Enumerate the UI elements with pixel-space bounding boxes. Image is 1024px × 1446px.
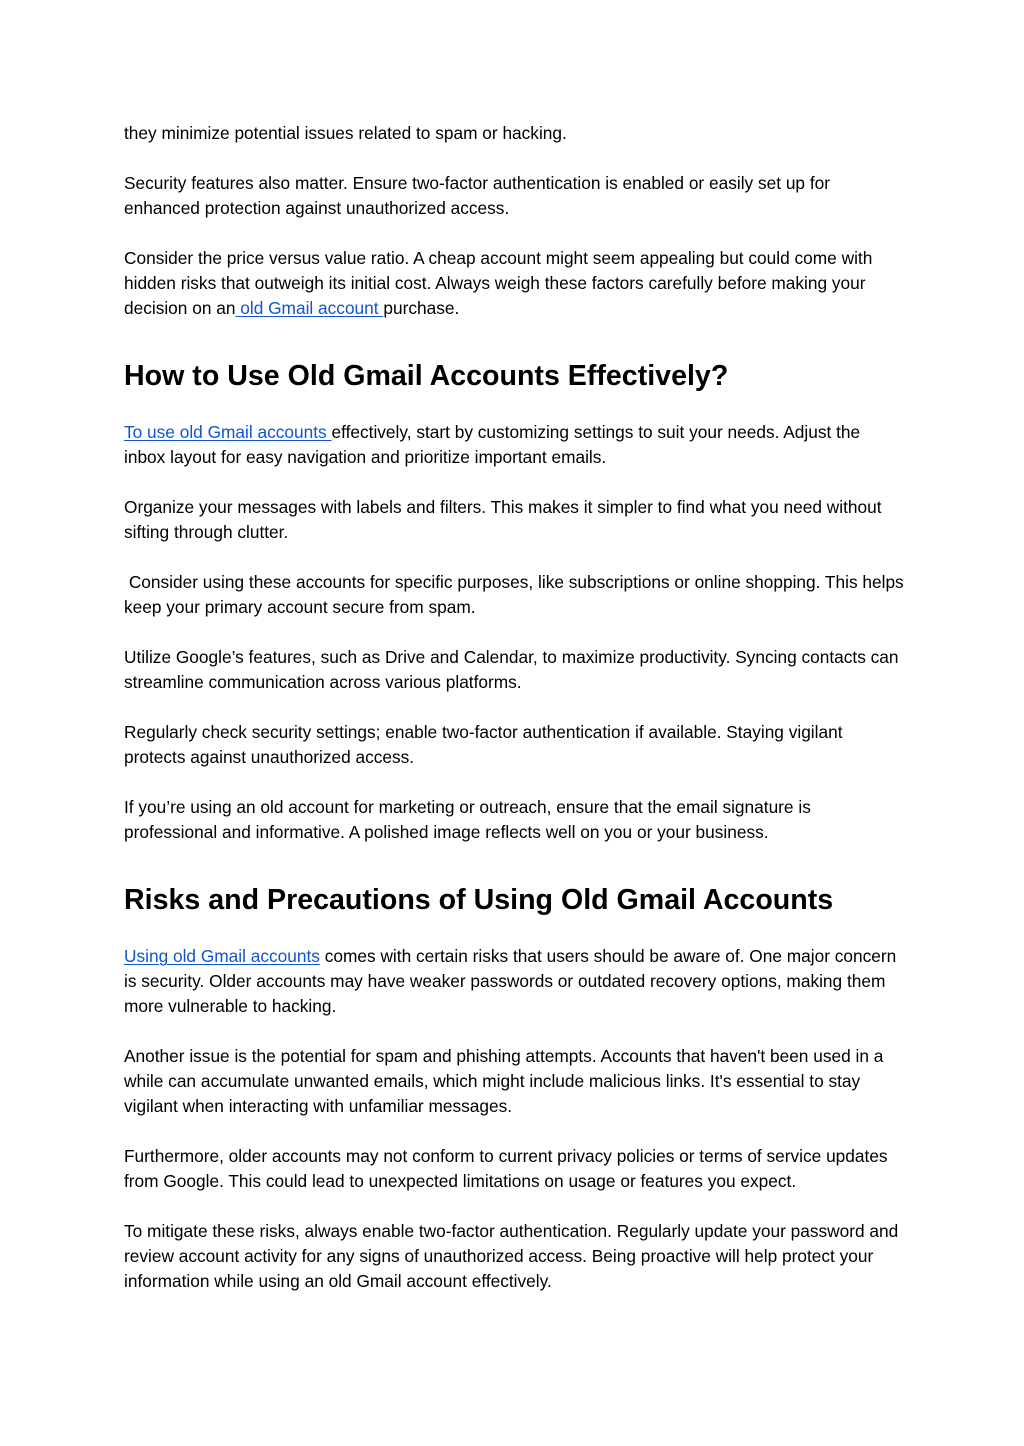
section-heading-risks-precautions: Risks and Precautions of Using Old Gmail Accounts — [124, 884, 834, 916]
paragraph-google-features: Utilize Google’s features, such as Drive and Calendar, to maximize productivity. Syncing contacts can streamline communication across various platforms. — [124, 647, 899, 692]
paragraph-spam-phishing: Another issue is the potential for spam and phishing attempts. Accounts that haven't been used in a while can accumulate unwanted emails, which might include malicious links. It's essential to stay vigilant when interacting with unfamiliar messages. — [124, 1046, 884, 1116]
paragraph-text: comes with certain risks that users should be aware of. One major concern is security. Older accounts may have weaker passwords or outdated recovery options, making them more vulnerable to hacking. — [124, 946, 902, 1016]
paragraph-privacy-policies: Furthermore, older accounts may not conform to current privacy policies or terms of service updates from Google. This could lead to unexpected limitations on usage or features you expect. — [124, 1146, 888, 1191]
paragraph-marketing-outreach: If you’re using an old account for marketing or outreach, ensure that the email signature is professional and informative. A polished image reflects well on you or your business. — [124, 797, 811, 842]
paragraph-customizing-settings — [124, 420, 904, 470]
old-gmail-account-link[interactable]: old Gmail account — [235, 298, 384, 318]
paragraph-spam-hacking: they minimize potential issues related to spam or hacking. — [124, 123, 567, 143]
document-page — [124, 121, 909, 1319]
section-heading-how-to-use: How to Use Old Gmail Accounts Effectively? — [124, 360, 729, 392]
paragraph-labels-filters: Organize your messages with labels and filters. This makes it simpler to find what you need without sifting through clutter. — [124, 497, 882, 542]
paragraph-security-features: Security features also matter. Ensure two-factor authentication is enabled or easily set up for enhanced protection against unauthorized access. — [124, 173, 831, 218]
paragraph-text: Consider the price versus value ratio. A cheap account might seem appealing but could come with hidden risks that outweigh its initial cost. Always weigh these factors carefully before making your decision on an — [124, 248, 878, 318]
paragraph-specific-purposes: Consider using these accounts for specific purposes, like subscriptions or online shopping. This helps keep your primary account secure from spam. — [124, 572, 909, 617]
paragraph-mitigate-risks: To mitigate these risks, always enable two-factor authentication. Regularly update your password and review account activity for any signs of unauthorized access. Being proactive will help protect your information while using an old Gmail account effectively. — [124, 1221, 899, 1291]
use-old-gmail-accounts-link[interactable]: To use old Gmail accounts — [124, 422, 332, 442]
paragraph-text: effectively, start by customizing settings to suit your needs. Adjust the inbox layout for easy navigation and prioritize important emails. — [124, 422, 865, 467]
paragraph-security-settings: Regularly check security settings; enable two-factor authentication if available. Staying vigilant protects against unauthorized access. — [124, 722, 843, 767]
using-old-gmail-accounts-link[interactable]: Using old Gmail accounts — [124, 946, 320, 966]
paragraph-text: purchase. — [383, 298, 460, 318]
paragraph-price-value — [124, 246, 904, 321]
paragraph-security-risks — [124, 944, 904, 1019]
